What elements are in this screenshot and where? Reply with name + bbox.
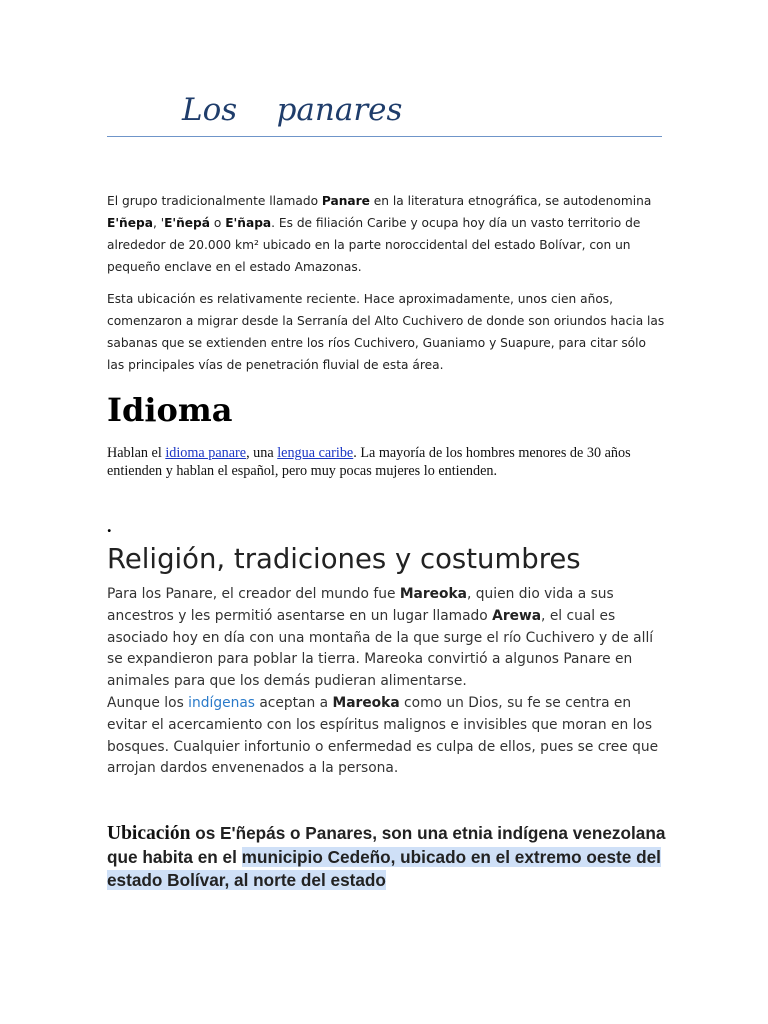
intro-text: . Es de filiación Caribe y ocupa hoy día un vasto territorio de alrededor de 20.000 km² ubicado en la parte noroccidental del estado Bolívar, con un pequeño enclave en el estado Amazonas. xyxy=(107,216,641,274)
bold-term: Mareoka xyxy=(332,694,400,711)
bullet-dot: . xyxy=(107,516,112,536)
religion-text: como un Dios, su fe se centra en evitar el acercamiento con los espíritus malignos e invisibles que moran en los bosques. Cualquier infortunio o enfermedad es culpa de ellos, pues se cree que arrojan dardos envenenados a la persona. xyxy=(107,694,659,777)
intro-paragraph-2: Esta ubicación es relativamente reciente. Hace aproximadamente, unos cien años, comenzaron a migrar desde la Serranía del Alto Cuchivero de donde son oriundos hacia las sabanas que se extienden entre los ríos Cuchivero, Guaniamo y Suapure, para citar sólo las principales vías de penetración fluvial de esta área. xyxy=(107,292,665,372)
intro-text: o xyxy=(210,216,226,230)
idioma-panare-link[interactable]: idioma panare xyxy=(165,445,247,461)
religion-text: , quien dio vida a sus ancestros y les permitió asentarse en un lugar llamado xyxy=(107,586,614,624)
bold-term: E'ñapa xyxy=(225,216,272,230)
bold-term: Panare xyxy=(321,194,370,208)
idioma-heading: Idioma xyxy=(107,391,233,429)
religion-heading: Religión, tradiciones y costumbres xyxy=(107,543,581,575)
intro-paragraph-1 xyxy=(107,190,667,278)
religion-text: Aunque los xyxy=(107,694,189,711)
bold-term: Arewa xyxy=(492,607,542,624)
religion-paragraph xyxy=(107,584,667,780)
indigenas-link[interactable]: indígenas xyxy=(188,694,255,711)
idioma-text: , una xyxy=(246,445,278,461)
ubicacion-paragraph xyxy=(107,822,667,893)
bold-term: Mareoka xyxy=(399,586,467,602)
bold-term: E'ñepá xyxy=(164,216,211,230)
bold-term: E'ñepa xyxy=(107,216,153,230)
religion-text: Para los Panare, el creador del mundo fue xyxy=(107,586,400,602)
intro-text: , ' xyxy=(152,216,165,230)
religion-text: , el cual es asociado hoy en día con una montaña de la que surge el río Cuchivero y de allí se expandieron para poblar la tierra. Mareoka convirtió a algunos Panare en animales para que los demás pudieran alimentarse. xyxy=(107,607,654,690)
ubicacion-heading: Ubicación xyxy=(107,823,191,844)
idioma-paragraph xyxy=(107,444,667,480)
highlighted-text: municipio Cedeño, ubicado en el extremo oeste del estado Bolívar, al norte del estado xyxy=(107,846,661,890)
ubicacion-text: os E'ñepás o Panares, son una etnia indígena venezolana que habita en el xyxy=(107,823,666,867)
idioma-text: . La mayoría de los hombres menores de 30 años entienden y hablan el español, pero muy pocas mujeres lo entienden. xyxy=(107,445,631,479)
title-underline xyxy=(107,136,662,137)
page-title: Los panares xyxy=(182,92,403,128)
intro-text: en la literatura etnográfica, se autodenomina xyxy=(369,194,652,208)
lengua-caribe-link[interactable]: lengua caribe xyxy=(277,445,354,461)
intro-text: El grupo tradicionalmente llamado xyxy=(107,194,322,208)
idioma-text: Hablan el xyxy=(107,445,166,461)
religion-text: aceptan a xyxy=(254,694,333,711)
